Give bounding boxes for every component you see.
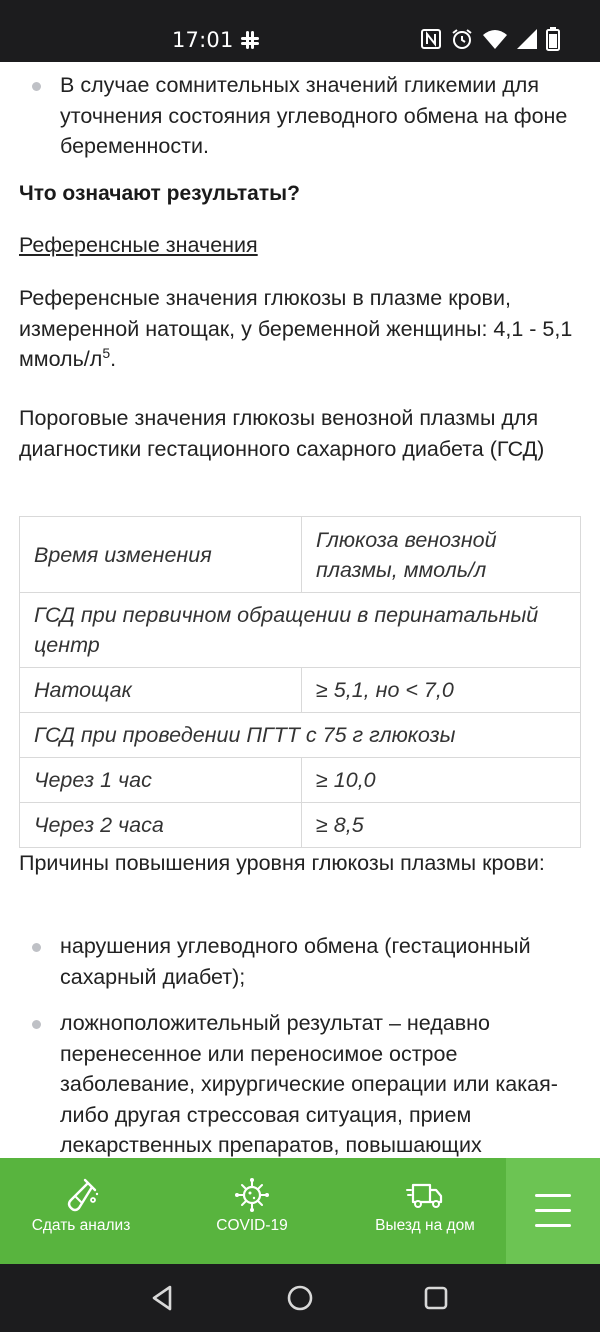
delivery-truck-icon: [405, 1174, 445, 1214]
threshold-table: [19, 516, 581, 848]
table-section-cell: ГСД при первичном обращении в перинатальный центр: [20, 593, 581, 668]
table-cell: Через 1 час: [20, 758, 302, 803]
table-cell: ≥ 10,0: [302, 758, 581, 803]
bottom-nav: [0, 1158, 600, 1264]
nav-item-covid[interactable]: [172, 1158, 332, 1264]
intro-list: [0, 70, 600, 162]
table-cell: ≥ 8,5: [302, 803, 581, 848]
table-header-cell: Глюкоза венозной плазмы, ммоль/л: [302, 517, 581, 593]
nfc-icon: [420, 28, 442, 50]
signal-icon: [516, 28, 538, 50]
slack-icon: [238, 28, 262, 52]
threshold-paragraph: Пороговые значения глюкозы венозной плазмы для диагностики гестационного сахарного диабета (ГСД): [19, 406, 545, 461]
system-nav-bar: [0, 1264, 600, 1332]
list-item: нарушения углеводного обмена (гестационный сахарный диабет);: [0, 931, 600, 992]
alarm-icon: [450, 27, 474, 51]
list-item: В случае сомнительных значений гликемии для уточнения состояния углеводного обмена на фоне беременности.: [0, 70, 600, 162]
nav-item-test[interactable]: [0, 1158, 162, 1264]
table-row: [20, 803, 581, 848]
home-icon[interactable]: [284, 1282, 316, 1314]
table-header-cell: Время изменения: [20, 517, 302, 593]
list-item: ложноположительный результат – недавно перенесенное или переносимое острое заболевание, хирургические операции или какая-либо другая стрессовая ситуация, прием лекарственных препаратов, повышающих: [0, 1008, 600, 1158]
causes-list: [0, 931, 600, 1158]
table-header-row: [20, 517, 581, 593]
hamburger-menu-icon: [535, 1194, 571, 1197]
table-row: [20, 758, 581, 803]
back-icon[interactable]: [146, 1282, 178, 1314]
nav-label: Выезд на дом: [375, 1217, 475, 1234]
table-section-row: [20, 713, 581, 758]
reference-values-link[interactable]: Референсные значения: [19, 233, 258, 257]
article-content[interactable]: [0, 62, 600, 1158]
footnote-ref[interactable]: 5: [102, 344, 111, 361]
test-tube-icon: [61, 1174, 101, 1214]
nav-label: COVID-19: [216, 1217, 288, 1234]
status-bar: [0, 0, 600, 62]
nav-item-home-visit[interactable]: [344, 1158, 506, 1264]
causes-paragraph: Причины повышения уровня глюкозы плазмы крови:: [19, 851, 545, 875]
nav-label: Сдать анализ: [31, 1217, 131, 1234]
table-cell: ≥ 5,1, но < 7,0: [302, 668, 581, 713]
recents-icon[interactable]: [420, 1282, 452, 1314]
status-time: 17:01: [172, 28, 234, 52]
battery-icon: [546, 27, 560, 51]
table-cell: Натощак: [20, 668, 302, 713]
table-section-cell: ГСД при проведении ПГТТ с 75 г глюкозы: [20, 713, 581, 758]
table-cell: Через 2 часа: [20, 803, 302, 848]
hamburger-menu-button[interactable]: [506, 1158, 600, 1264]
table-section-row: [20, 593, 581, 668]
table-row: [20, 668, 581, 713]
reference-paragraph: Референсные значения глюкозы в плазме крови, измеренной натощак, у беременной женщины: 4,1 - 5,1 ммоль/$л^5$.: [19, 286, 573, 371]
results-heading: Что означают результаты?: [19, 182, 300, 205]
virus-icon: [232, 1174, 272, 1214]
wifi-icon: [482, 28, 508, 50]
